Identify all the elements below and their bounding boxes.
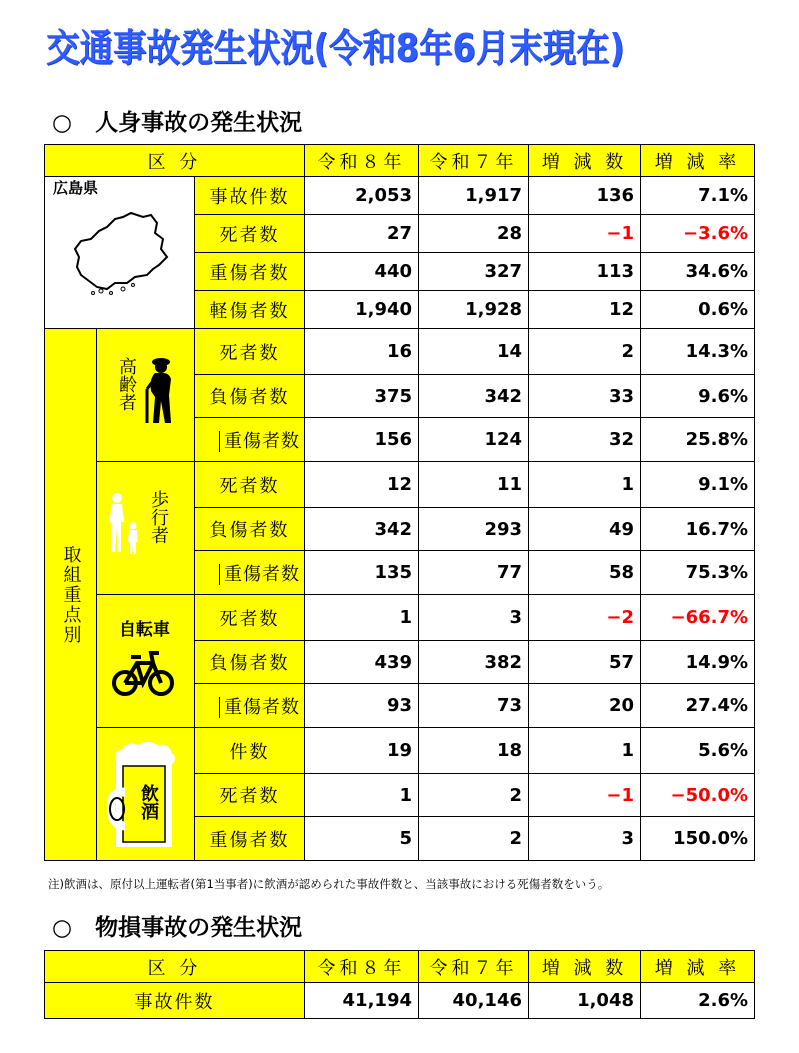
cell-r7: 14: [419, 329, 529, 375]
elderly-category-cell: [97, 329, 195, 462]
table-header-row: [45, 951, 755, 983]
cell-r7: 124: [419, 418, 529, 462]
cell-r8: 27: [305, 215, 419, 253]
cell-r7: 1,917: [419, 177, 529, 215]
header-r7: 令和７年: [419, 951, 529, 983]
cell-r8: 1: [305, 595, 419, 641]
footnote: 注)飲酒は、原付以上運転者(第1当事者)に飲酒が認められた事故件数と、当該事故における死傷者数をいう。: [48, 877, 610, 891]
cell-r8: 12: [305, 462, 419, 508]
cell-diff: 57: [529, 641, 641, 684]
row-label: 軽傷者数: [195, 291, 305, 329]
cell-rate: 0.6%: [641, 291, 755, 329]
hiroshima-category-cell: [45, 177, 195, 329]
cell-diff: 1: [529, 728, 641, 774]
row-label: 事故件数: [195, 177, 305, 215]
cell-r7: 40,146: [419, 983, 529, 1019]
row-label: [195, 551, 305, 595]
cell-r8: 1,940: [305, 291, 419, 329]
table-header-row: [45, 145, 755, 177]
cell-diff: 49: [529, 508, 641, 551]
cell-rate: −50.0%: [641, 774, 755, 817]
hiroshima-label: 広島県: [53, 179, 99, 197]
cell-r7: 2: [419, 774, 529, 817]
cell-r8: 93: [305, 684, 419, 728]
row-label: 死者数: [195, 329, 305, 375]
drunk-category-cell: [97, 728, 195, 861]
cell-rate: 9.6%: [641, 375, 755, 418]
row-label: 件数: [195, 728, 305, 774]
header-r8: 令和８年: [305, 951, 419, 983]
cell-diff: 3: [529, 817, 641, 861]
header-r7: 令和７年: [419, 145, 529, 177]
row-label: [195, 684, 305, 728]
cell-rate: 25.8%: [641, 418, 755, 462]
cell-r8: 440: [305, 253, 419, 291]
table-row: [45, 728, 755, 774]
cell-rate: −66.7%: [641, 595, 755, 641]
cell-r7: 342: [419, 375, 529, 418]
cell-r7: 382: [419, 641, 529, 684]
bicycle-category-cell: [97, 595, 195, 728]
cell-r7: 1,928: [419, 291, 529, 329]
cell-r8: 1: [305, 774, 419, 817]
cell-diff: 1: [529, 462, 641, 508]
cell-rate: 34.6%: [641, 253, 755, 291]
cell-r8: 342: [305, 508, 419, 551]
cell-r7: 327: [419, 253, 529, 291]
cell-r8: 2,053: [305, 177, 419, 215]
cell-rate: −3.6%: [641, 215, 755, 253]
cell-diff: 136: [529, 177, 641, 215]
cell-r7: 77: [419, 551, 529, 595]
header-rate: 増 減 率: [641, 951, 755, 983]
cell-diff: 12: [529, 291, 641, 329]
elderly-label: 高齢者: [116, 357, 137, 411]
injury-accident-table: [44, 144, 755, 861]
cell-diff: 58: [529, 551, 641, 595]
row-label: 事故件数: [45, 983, 305, 1019]
cell-diff: −1: [529, 774, 641, 817]
cell-diff: 33: [529, 375, 641, 418]
table-row: [45, 462, 755, 508]
header-rate: 増 減 率: [641, 145, 755, 177]
cell-diff: 2: [529, 329, 641, 375]
cell-diff: 20: [529, 684, 641, 728]
cell-rate: 7.1%: [641, 177, 755, 215]
cell-diff: −1: [529, 215, 641, 253]
cell-r8: 5: [305, 817, 419, 861]
header-r8: 令和８年: [305, 145, 419, 177]
cell-r8: 16: [305, 329, 419, 375]
cell-rate: 16.7%: [641, 508, 755, 551]
cell-diff: −2: [529, 595, 641, 641]
cell-rate: 27.4%: [641, 684, 755, 728]
row-label: 負傷者数: [195, 641, 305, 684]
cell-r7: 73: [419, 684, 529, 728]
pedestrian-category-cell: [97, 462, 195, 595]
bicycle-icon: [111, 649, 175, 699]
row-label: 死者数: [195, 462, 305, 508]
row-label: 負傷者数: [195, 375, 305, 418]
section-title-property: ○ 物損事故の発生状況: [52, 915, 303, 941]
focus-label: 取組重点別: [60, 544, 82, 645]
sub-row-label: 重傷者数: [219, 697, 300, 718]
table-row: [45, 177, 755, 215]
row-label: 重傷者数: [195, 817, 305, 861]
row-label: 重傷者数: [195, 253, 305, 291]
cell-r7: 18: [419, 728, 529, 774]
focus-category-cell: [45, 329, 97, 861]
property-accident-table: [44, 950, 755, 1019]
cell-r7: 293: [419, 508, 529, 551]
cell-rate: 75.3%: [641, 551, 755, 595]
page-title: 交通事故発生状況(令和8年6月末現在): [46, 26, 625, 70]
row-label: 負傷者数: [195, 508, 305, 551]
cell-diff: 32: [529, 418, 641, 462]
sub-row-label: 重傷者数: [219, 564, 300, 585]
header-diff: 増 減 数: [529, 951, 641, 983]
cell-rate: 150.0%: [641, 817, 755, 861]
cell-rate: 9.1%: [641, 462, 755, 508]
elderly-person-icon: [141, 355, 181, 425]
row-label: [195, 418, 305, 462]
cell-r8: 375: [305, 375, 419, 418]
pedestrian-label: 歩行者: [148, 490, 169, 544]
cell-r7: 28: [419, 215, 529, 253]
cell-r8: 19: [305, 728, 419, 774]
table-row: [45, 595, 755, 641]
cell-r7: 3: [419, 595, 529, 641]
header-category: 区 分: [45, 951, 305, 983]
cell-r8: 41,194: [305, 983, 419, 1019]
cell-diff: 1,048: [529, 983, 641, 1019]
row-label: 死者数: [195, 215, 305, 253]
cell-rate: 14.9%: [641, 641, 755, 684]
cell-r7: 2: [419, 817, 529, 861]
cell-rate: 2.6%: [641, 983, 755, 1019]
pedestrian-icon: [105, 492, 141, 554]
cell-diff: 113: [529, 253, 641, 291]
header-diff: 増 減 数: [529, 145, 641, 177]
bicycle-label: 自転車: [119, 620, 170, 640]
cell-rate: 14.3%: [641, 329, 755, 375]
cell-rate: 5.6%: [641, 728, 755, 774]
row-label: 死者数: [195, 595, 305, 641]
cell-r8: 135: [305, 551, 419, 595]
section-title-injury: ○ 人身事故の発生状況: [52, 110, 303, 136]
cell-r8: 156: [305, 418, 419, 462]
cell-r7: 11: [419, 462, 529, 508]
table-row: [45, 983, 755, 1019]
hiroshima-map-icon: [71, 209, 175, 297]
cell-r8: 439: [305, 641, 419, 684]
header-category: 区 分: [45, 145, 305, 177]
drunk-label: 飲酒: [138, 784, 159, 820]
row-label: 死者数: [195, 774, 305, 817]
table-row: [45, 329, 755, 375]
sub-row-label: 重傷者数: [219, 431, 300, 452]
